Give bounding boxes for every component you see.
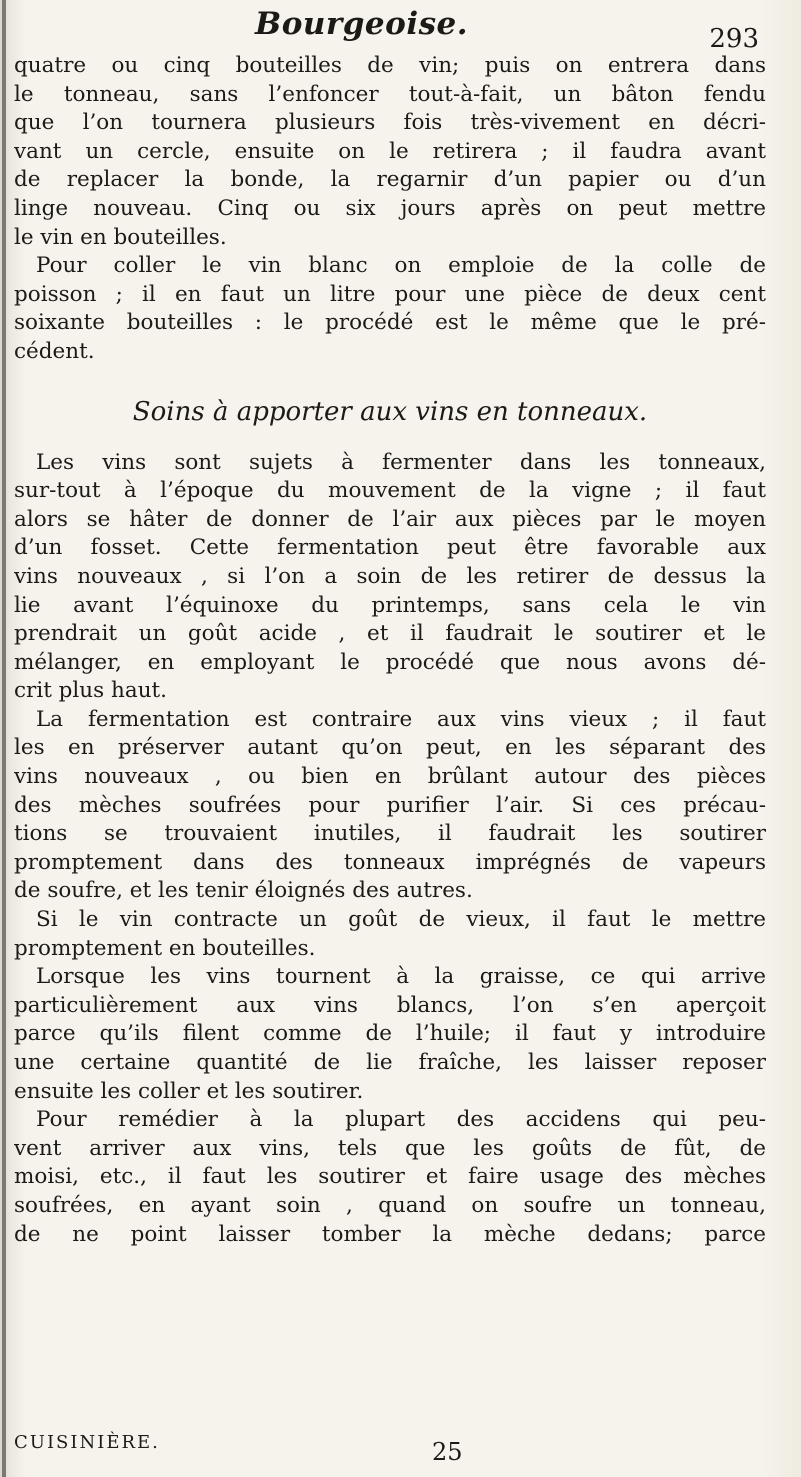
running-title: Bourgeoise. <box>255 6 469 42</box>
page-number: 293 <box>709 24 759 54</box>
text-line: d’un fosset. Cette fermentation peut être favorable aux <box>14 535 766 561</box>
text-line: de soufre, et les tenir éloignés des autres. <box>14 878 473 904</box>
text-line: sur-tout à l’époque du mouvement de la vigne ; il faut <box>14 478 766 504</box>
paragraph <box>14 1106 766 1249</box>
text-line: promptement en bouteilles. <box>14 935 316 961</box>
body-text <box>14 52 766 1249</box>
text-line: vant un cercle, ensuite on le retirera ; il faudra avant <box>14 138 766 164</box>
text-line: Les vins sont sujets à fermenter dans les tonneaux, <box>36 449 766 475</box>
text-line: soixante bouteilles : le procédé est le même que le pré- <box>14 310 766 336</box>
text-line: linge nouveau. Cinq ou six jours après on peut mettre <box>14 195 766 221</box>
paragraph <box>14 252 766 366</box>
text-line: La fermentation est contraire aux vins vieux ; il faut <box>36 706 766 732</box>
page-header <box>0 6 801 56</box>
text-line: mélanger, en employant le procédé que nous avons dé- <box>14 649 766 675</box>
text-line: particulièrement aux vins blancs, l’on s’en aperçoit <box>14 992 766 1018</box>
paragraph <box>14 963 766 1106</box>
paragraph <box>14 449 766 706</box>
text-line: vent arriver aux vins, tels que les goûts de fût, de <box>14 1135 766 1161</box>
text-line: vins nouveaux , si l’on a soin de les retirer de dessus la <box>14 563 766 589</box>
binding-edge <box>2 0 6 1477</box>
text-line: promptement dans des tonneaux imprégnés de vapeurs <box>14 849 766 875</box>
text-line: le vin en bouteilles. <box>14 224 227 250</box>
text-line: Lorsque les vins tournent à la graisse, ce qui arrive <box>36 964 766 990</box>
text-line: cédent. <box>14 338 95 364</box>
page-footer <box>14 1418 774 1466</box>
section-title: Soins à apporter aux vins en tonneaux. <box>132 396 648 427</box>
signature-mark: CUISINIÈRE. <box>14 1432 160 1453</box>
text-line: Si le vin contracte un goût de vieux, il faut le mettre <box>36 907 766 933</box>
text-line: prendrait un goût acide , et il faudrait le soutirer et le <box>14 621 766 647</box>
text-line: les en préserver autant qu’on peut, en les séparant des <box>14 735 766 761</box>
text-line: que l’on tournera plusieurs fois très-vivement en décri- <box>14 110 766 136</box>
text-line: des mèches soufrées pour purifier l’air. Si ces précau- <box>14 792 766 818</box>
signature-number: 25 <box>432 1438 463 1466</box>
text-line: moisi, etc., il faut les soutirer et faire usage des mèches <box>14 1164 766 1190</box>
text-line: le tonneau, sans l’enfoncer tout-à-fait, un bâton fendu <box>14 81 766 107</box>
text-line: de ne point laisser tomber la mèche dedans; parce <box>14 1221 766 1247</box>
text-line: vins nouveaux , ou bien en brûlant autour des pièces <box>14 764 766 790</box>
paragraph <box>14 706 766 906</box>
text-line: Pour coller le vin blanc on emploie de la colle de <box>36 253 766 279</box>
text-line: soufrées, en ayant soin , quand on soufre un tonneau, <box>14 1192 766 1218</box>
text-line: ensuite les coller et les soutirer. <box>14 1078 364 1104</box>
paragraph <box>14 906 766 963</box>
paragraph <box>14 52 766 252</box>
text-line: tions se trouvaient inutiles, il faudrait les soutirer <box>14 821 766 847</box>
text-line: quatre ou cinq bouteilles de vin; puis on entrera dans <box>14 53 766 78</box>
text-line: crit plus haut. <box>14 678 168 704</box>
text-line: alors se hâter de donner de l’air aux pièces par le moyen <box>14 506 766 532</box>
text-line: une certaine quantité de lie fraîche, les laisser reposer <box>14 1050 766 1075</box>
text-line: poisson ; il en faut un litre pour une pièce de deux cent <box>14 281 766 307</box>
text-line: parce qu’ils filent comme de l’huile; il faut y introduire <box>14 1021 766 1047</box>
text-line: Pour remédier à la plupart des accidens qui peu- <box>36 1107 766 1133</box>
text-line: lie avant l’équinoxe du printemps, sans cela le vin <box>14 592 766 618</box>
text-line: de replacer la bonde, la regarnir d’un papier ou d’un <box>14 167 766 193</box>
